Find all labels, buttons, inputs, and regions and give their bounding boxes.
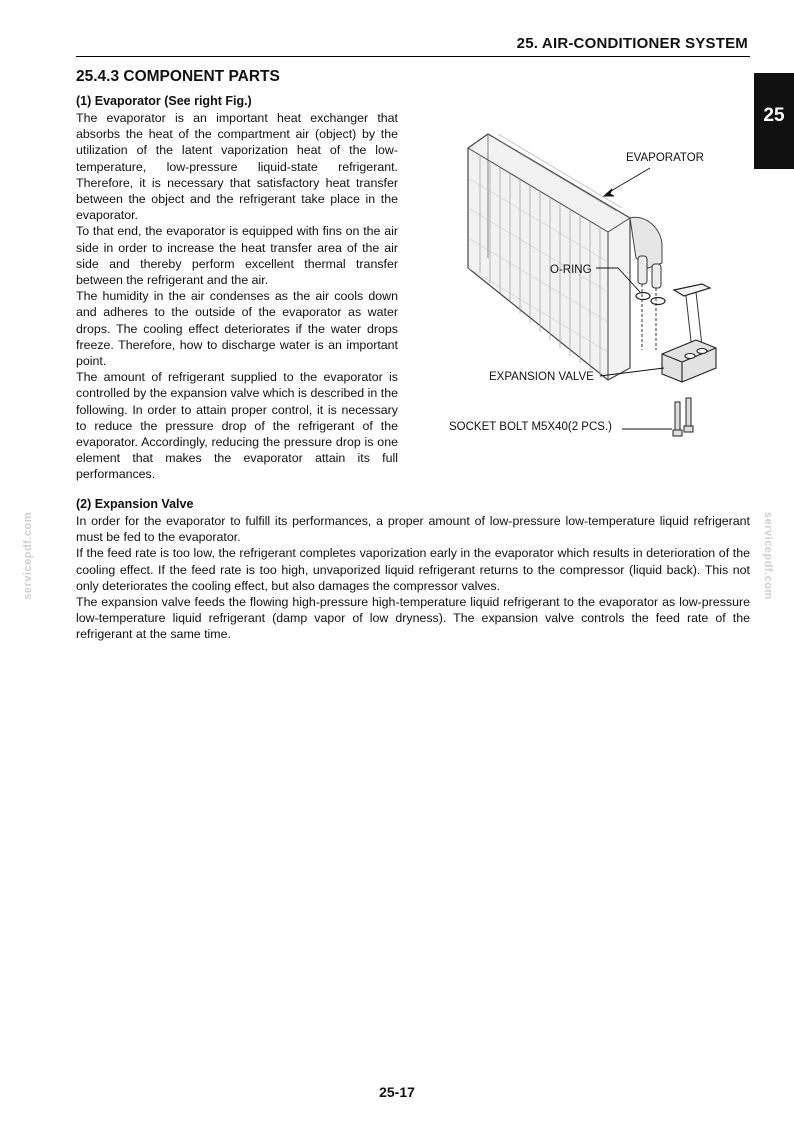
label-evaporator: EVAPORATOR [626,152,704,164]
evaporator-paragraph: The amount of refrigerant supplied to the evaporator is controlled by the expansion valve which is described in the following. In order to attain proper control, it is necessary to reduce the pressure drop of the refrigerant of the evaporator. Accordingly, reducing the pressure drop is one element that makes the evaporator attain its full performances. [76,370,398,482]
evaporator-figure [440,118,760,448]
page-number: 25-17 [379,1084,415,1100]
section-heading: 25.4.3 COMPONENT PARTS [76,68,280,85]
evaporator-paragraph: The evaporator is an important heat exchanger that absorbs the heat of the compartment air (object) by the utilization of the latent vaporization heat of the low-temperature, low-pressure liquid-state refrigerant. Therefore, it is necessary that satisfactory heat transfer between the object and the refrigerant take place in the evaporator. [76,111,398,223]
pipes [638,256,702,350]
o-ring-parts [636,284,710,305]
expansion-valve-paragraph: The expansion valve feeds the flowing high-pressure high-temperature liquid refrigerant to the evaporator as low-pressure low-temperature liquid refrigerant (damp vapor of low dryness). The expansion valve controls the feed rate of the refrigerant at the same time. [76,595,750,642]
evaporator-core [468,134,662,380]
evaporator-paragraph: To that end, the evaporator is equipped with fins on the air side in order to increase the heat transfer area of the air side and thereby perform excellent thermal transfer between the refrigerant and the air. [76,224,398,288]
watermark-right: servicepdf.com [762,512,774,600]
watermark-left: servicepdf.com [22,512,34,600]
evaporator-heading: (1) Evaporator (See right Fig.) [76,94,252,108]
expansion-valve-paragraph: If the feed rate is too low, the refrigerant completes vaporization early in the evaporator which results in deterioration of the cooling effect. If the feed rate is too high, unvaporized liquid refrigerant returns to the compressor (liquid back). This not only deteriorates the cooling effect, but also damages the compressor valves. [76,546,750,593]
evaporator-section [76,94,398,483]
expansion-valve-paragraph: In order for the evaporator to fulfill its performances, a proper amount of low-pressure low-temperature liquid refrigerant must be fed to the evaporator. [76,514,750,545]
label-o-ring: O-RING [550,264,592,276]
evaporator-illustration [440,118,760,448]
expansion-valve-section [76,497,750,643]
evaporator-paragraph: The humidity in the air condenses as the air cools down and adheres to the outside of the evaporator as water drops. The cooling effect deteriorates if the water drops freeze. Therefore, how to discharge water is an important point. [76,289,398,369]
label-socket-bolt: SOCKET BOLT M5X40(2 PCS.) [449,421,612,433]
expansion-valve-block [662,340,716,382]
socket-bolts [673,398,693,436]
label-expansion-valve: EXPANSION VALVE [489,371,594,383]
running-header: 25. AIR-CONDITIONER SYSTEM [516,35,748,52]
header-rule [76,56,750,57]
expansion-valve-heading: (2) Expansion Valve [76,497,194,511]
chapter-tab: 25 [754,73,794,169]
